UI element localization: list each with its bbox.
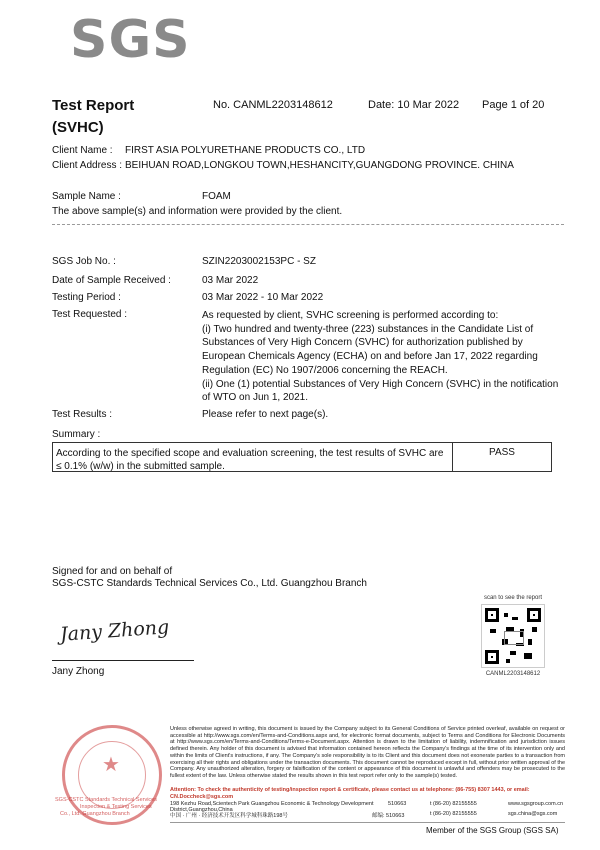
testing-period: 03 Mar 2022 - 10 Mar 2022 <box>202 292 324 303</box>
report-title: Test Report <box>52 97 135 114</box>
authenticity-notice: Attention: To check the authenticity of testing/inspection report & certificate, please contact us at telephone: (86-755) 8307 1443, or email: CN.Doccheck@sgs.com <box>170 787 530 800</box>
received-label: Date of Sample Received : <box>52 275 171 286</box>
report-date: Date: 10 Mar 2022 <box>368 99 460 111</box>
seal-star-icon: ★ <box>102 754 120 776</box>
footer-website[interactable]: www.sgsgroup.com.cn <box>508 801 564 807</box>
job-label: SGS Job No. : <box>52 256 116 267</box>
requested-item-2: (ii) One (1) potential Substances of Very High Concern (SVHC) in the notification of WTO on Jun 1, 2021. <box>202 378 559 404</box>
test-requested <box>202 309 562 405</box>
section-divider <box>52 224 564 225</box>
footer-tel-cn: t (86-20) 82155555 <box>430 811 477 817</box>
qr-block <box>478 595 548 677</box>
signatory-name: Jany Zhong <box>52 666 105 677</box>
page-indicator: Page 1 of 20 <box>482 99 545 111</box>
client-address-label: Client Address : <box>52 160 123 171</box>
sample-name-label: Sample Name : <box>52 191 121 202</box>
client-address: BEIHUAN ROAD,LONGKOU TOWN,HESHANCITY,GUANGDONG PROVINCE. CHINA <box>125 160 514 171</box>
report-subtitle: (SVHC) <box>52 119 104 136</box>
job-number: SZIN2203002153PC - SZ <box>202 256 316 267</box>
footer-rule <box>170 822 565 823</box>
footer-address-cn: 中国 · 广州 · 经济技术开发区科学城科珠路198号 <box>170 813 288 819</box>
footer-postcode-en: 510663 <box>388 801 407 807</box>
legal-disclaimer: Unless otherwise agreed in writing, this document is issued by the Company subject to its General Conditions of Service printed overleaf, available on request or accessible at http://www.sgs.com/en/Terms-and-Conditions.aspx and, for electronic format documents, subject to Terms and Conditions for Electronic Documents at http://www.sgs.com/en/Terms-and-Conditions/Terms-e-Document.aspx. Attention is drawn to the limitation of liability, indemnification and jurisdiction issues defined therein. Any holder of this document is advised that information contained hereon reflects the Company's findings at the time of its intervention only and within the limits of Client's instructions, if any. The Company's sole responsibility is to its Client and this document does not exonerate parties to a transaction from exercising all their rights and obligations under the transaction documents. This document cannot be reproduced except in full, without prior written approval of the Company. Any unauthorized alteration, forgery or falsification of the content or appearance of this document is unlawful and offenders may be prosecuted to the fullest extent of the law. Unless otherwise stated the results shown in this test report refer only to the sample(s) tested. <box>170 726 565 779</box>
footer-email[interactable]: sgs.china@sgs.com <box>508 811 558 817</box>
received-date: 03 Mar 2022 <box>202 275 259 286</box>
seal-text-3: Co., Ltd. Guangzhou Branch <box>60 811 130 817</box>
test-results: Please refer to next page(s). <box>202 409 329 420</box>
signature-line <box>52 660 194 661</box>
qr-sgs-mark <box>504 631 524 645</box>
summary-result: PASS <box>489 447 515 458</box>
seal-text-1: SGS-CSTC Standards Technical Services <box>55 797 157 803</box>
signoff-line2: SGS-CSTC Standards Technical Services Co., Ltd. Guangzhou Branch <box>52 578 367 589</box>
footer-postcode-cn: 邮编: 510663 <box>372 813 405 819</box>
sgs-membership: Member of the SGS Group (SGS SA) <box>426 826 559 835</box>
client-name-label: Client Name : <box>52 145 113 156</box>
client-name: FIRST ASIA POLYURETHANE PRODUCTS CO., LTD <box>125 145 366 156</box>
results-label: Test Results : <box>52 409 113 420</box>
report-number: No. CANML2203148612 <box>213 99 333 111</box>
seal-text-2: Inspection & Testing Services <box>80 804 152 810</box>
qr-caption: scan to see the report <box>483 595 543 601</box>
sample-name: FOAM <box>202 191 231 202</box>
signoff-line1: Signed for and on behalf of <box>52 566 173 577</box>
summary-label: Summary : <box>52 429 101 440</box>
requested-label: Test Requested : <box>52 309 128 320</box>
sample-note: The above sample(s) and information were provided by the client. <box>52 206 343 217</box>
requested-intro: As requested by client, SVHC screening is performed according to: <box>202 310 499 321</box>
qr-code-number: CANML2203148612 <box>485 671 541 677</box>
footer-address-en: 198 Kezhu Road,Scientech Park Guangzhou Economic & Technology Development District,Guangzhou,China <box>170 801 374 813</box>
period-label: Testing Period : <box>52 292 121 303</box>
qr-code-icon[interactable] <box>481 604 545 668</box>
summary-text: According to the specified scope and evaluation screening, the test results of SVHC are ≤ 0.1% (w/w) in the submitted sample. <box>56 448 444 472</box>
sgs-logo: SGS <box>70 10 191 70</box>
requested-item-1: (i) Two hundred and twenty-three (223) substances in the Candidate List of Substances of Very High Concern (SVHC) for authorization published by European Chemicals Agency (ECHA) on and before Jan 17, 2022 regarding Regulation (EC) No 1907/2006 concerning the REACH. <box>202 323 538 376</box>
handwritten-signature: Jany Zhong <box>59 616 170 646</box>
footer-tel-en: t (86-20) 82155555 <box>430 801 477 807</box>
